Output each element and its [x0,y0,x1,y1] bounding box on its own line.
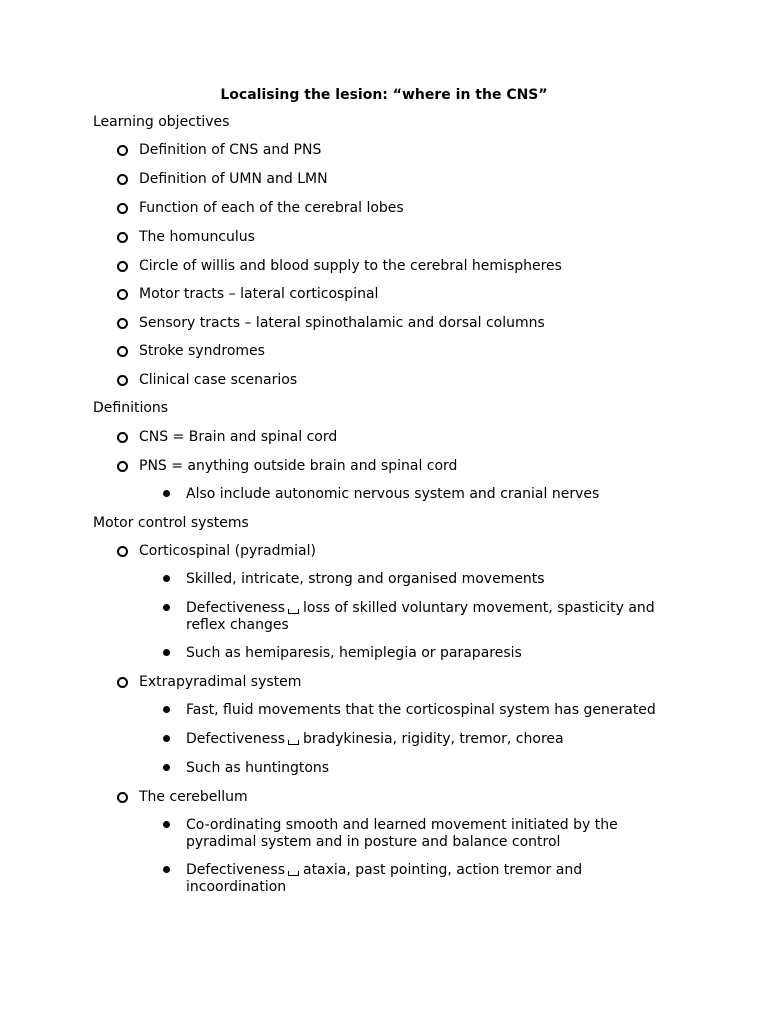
list-item: Such as hemiparesis, hemiplegia or paraparesis [186,645,522,661]
hollow-bullet-icon [117,546,128,557]
term: Defectiveness [186,731,285,747]
list-item: Stroke syndromes [139,343,265,359]
list-item [186,731,686,748]
hollow-bullet-icon [117,792,128,803]
description: Co-ordinating smooth and learned movement initiated by the [186,817,618,833]
list-item: Also include autonomic nervous system and cranial nerves [186,486,600,502]
list-item: Skilled, intricate, strong and organised movements [186,571,545,587]
page-title: Localising the lesion: “where in the CNS” [220,87,548,103]
filled-bullet-icon [163,866,170,873]
unknown-symbol-icon [288,609,299,614]
description: loss of skilled voluntary movement, spasticity and [302,600,655,616]
description: bradykinesia, rigidity, tremor, chorea [302,731,564,747]
description-continued: incoordination [186,879,287,895]
term: Defectiveness [186,862,285,878]
hollow-bullet-icon [117,375,128,386]
section-heading-motor: Motor control systems [93,515,249,531]
list-item: Definition of UMN and LMN [139,171,328,187]
filled-bullet-icon [163,649,170,656]
filled-bullet-icon [163,821,170,828]
hollow-bullet-icon [117,174,128,185]
list-item: Definition of CNS and PNS [139,142,322,158]
hollow-bullet-icon [117,346,128,357]
description-continued: pyradimal system and in posture and balance control [186,834,561,850]
list-item: Such as huntingtons [186,760,330,776]
list-item [186,862,686,896]
list-item: Extrapyradimal system [139,674,302,690]
section-heading-definitions: Definitions [93,400,169,416]
list-item: Fast, fluid movements that the corticospinal system has generated [186,702,656,718]
hollow-bullet-icon [117,677,128,688]
list-item: CNS = Brain and spinal cord [139,429,338,445]
list-item: The homunculus [139,229,255,245]
hollow-bullet-icon [117,461,128,472]
filled-bullet-icon [163,706,170,713]
hollow-bullet-icon [117,203,128,214]
filled-bullet-icon [163,735,170,742]
description: ataxia, past pointing, action tremor and [302,862,583,878]
filled-bullet-icon [163,604,170,611]
hollow-bullet-icon [117,145,128,156]
filled-bullet-icon [163,490,170,497]
term: Defectiveness [186,600,285,616]
hollow-bullet-icon [117,289,128,300]
unknown-symbol-icon [288,740,299,745]
list-item [186,600,686,634]
list-item: Circle of willis and blood supply to the cerebral hemispheres [139,258,562,274]
filled-bullet-icon [163,764,170,771]
unknown-symbol-icon [288,871,299,876]
list-item: Corticospinal (pyradmial) [139,543,316,559]
list-item: The cerebellum [139,789,248,805]
list-item [186,817,686,851]
hollow-bullet-icon [117,432,128,443]
filled-bullet-icon [163,575,170,582]
hollow-bullet-icon [117,261,128,272]
list-item: PNS = anything outside brain and spinal cord [139,458,458,474]
section-heading-objectives: Learning objectives [93,114,230,130]
list-item: Clinical case scenarios [139,372,298,388]
list-item: Function of each of the cerebral lobes [139,200,404,216]
list-item: Sensory tracts – lateral spinothalamic and dorsal columns [139,315,545,331]
hollow-bullet-icon [117,232,128,243]
list-item: Motor tracts – lateral corticospinal [139,286,379,302]
description-continued: reflex changes [186,617,289,633]
hollow-bullet-icon [117,318,128,329]
